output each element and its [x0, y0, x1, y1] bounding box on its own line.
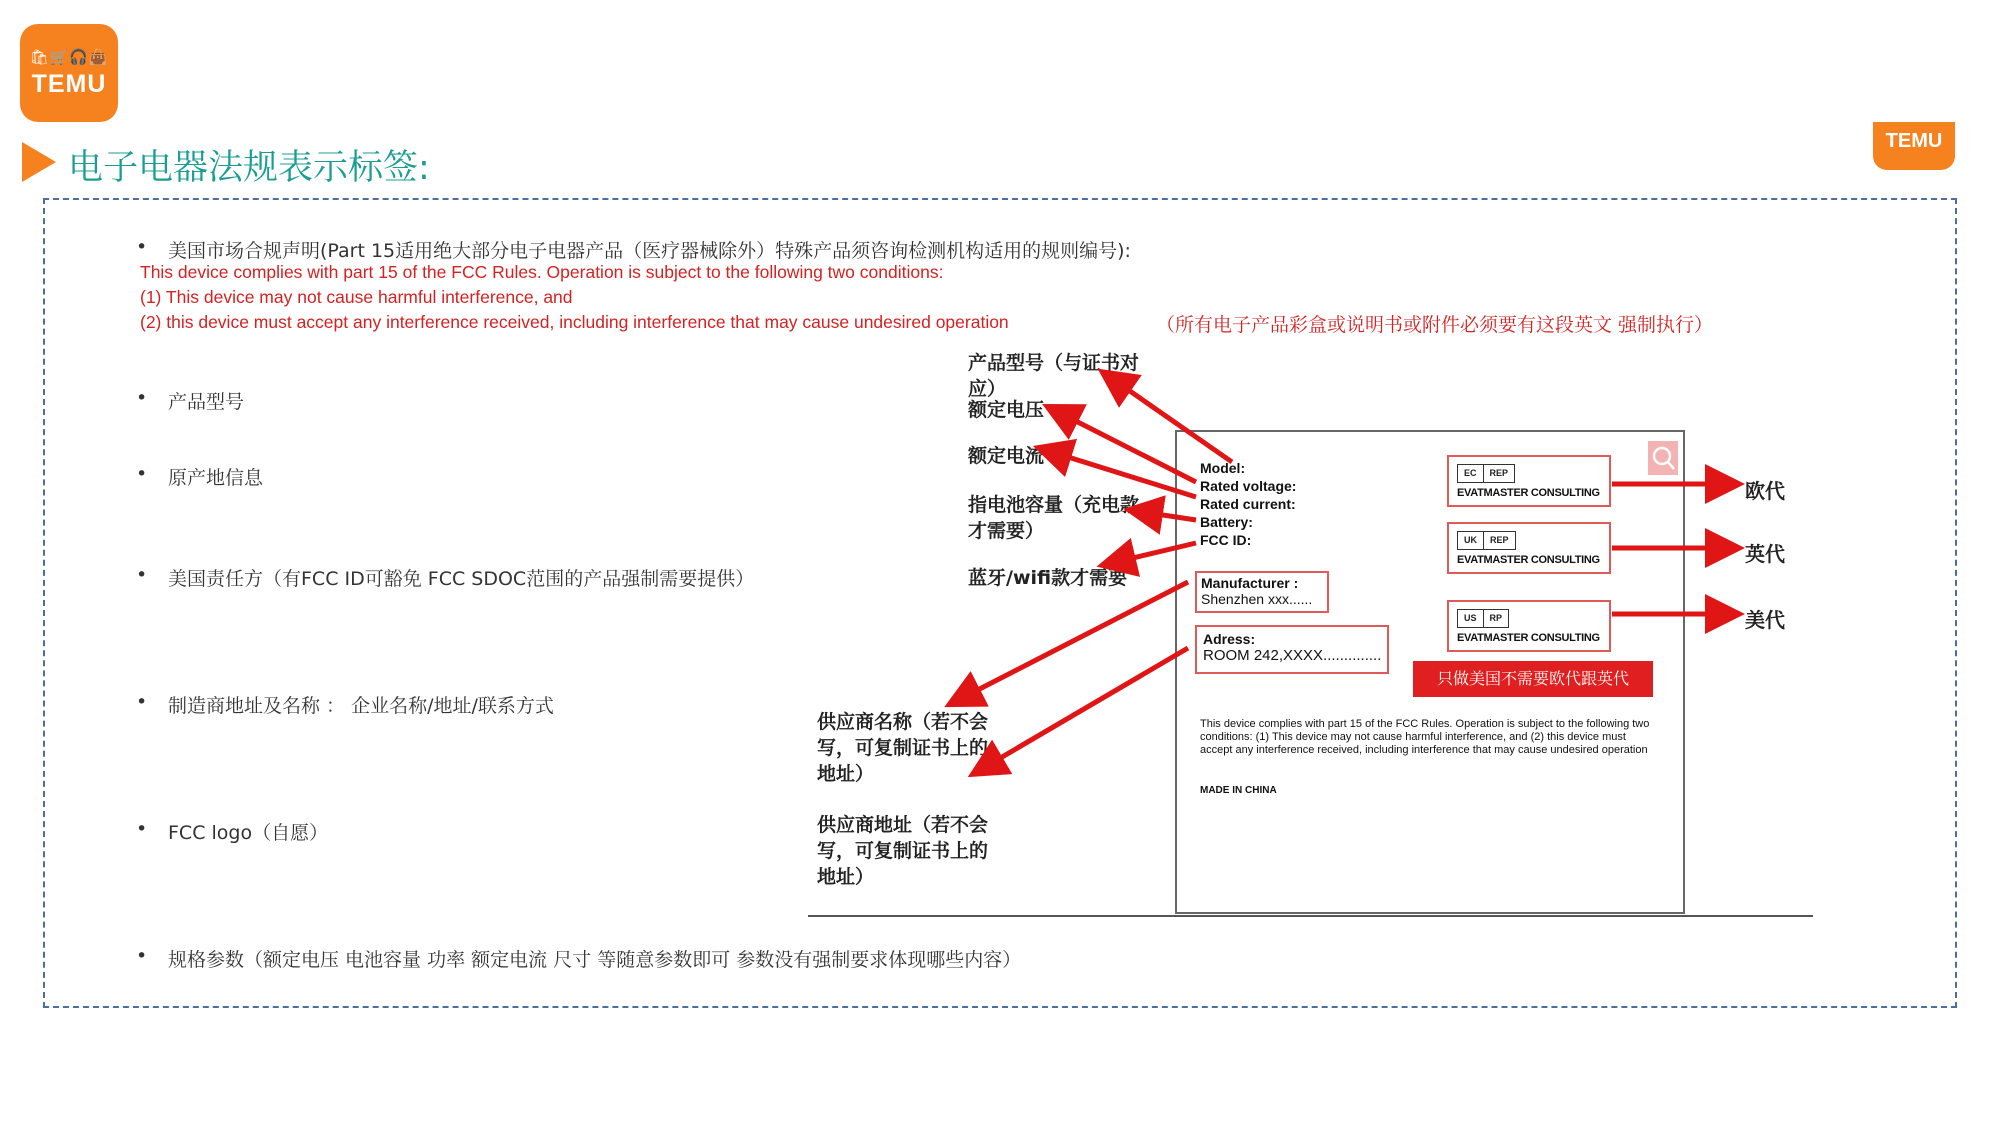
arrow-current — [1052, 452, 1196, 497]
uk-rep-box: UK REP EVATMASTER CONSULTING — [1447, 522, 1611, 574]
uk-rep-company: EVATMASTER CONSULTING — [1457, 554, 1600, 566]
label-field-battery: Battery: — [1200, 514, 1253, 530]
bullet-specs: • 规格参数（额定电压 电池容量 功率 额定电流 尺寸 等随意参数即可 参数没有强制要求体现哪些内容） — [138, 945, 1021, 972]
ec-rep-company: EVATMASTER CONSULTING — [1457, 487, 1600, 499]
bullet-model: • 产品型号 — [138, 387, 244, 414]
arrow-battery — [1143, 512, 1196, 520]
label-fcc-text: This device complies with part 15 of the FCC Rules. Operation is subject to the following two conditions: (1) This device may not cause harmful interference, and (2) this device must accept any interference received, including interference that may cause undesired operation — [1200, 718, 1650, 756]
callout-fcc-id: 蓝牙/wifi款才需要 — [968, 567, 1128, 589]
logo-glyphs: 🛍🛒🎧👜 — [29, 48, 109, 66]
label-field-voltage: Rated voltage: — [1200, 478, 1297, 494]
callout-battery: 指电池容量（充电款才需要） — [968, 494, 1140, 542]
address-value: ROOM 242,XXXX.............. — [1203, 647, 1382, 664]
us-rp-company: EVATMASTER CONSULTING — [1457, 632, 1600, 644]
bullet-us-responsible: • 美国责任方（有FCC ID可豁免 FCC SDOC范围的产品强制需要提供） — [138, 564, 754, 591]
callout-supplier-address: 供应商地址（若不会写，可复制证书上的地址） — [817, 814, 989, 888]
region-uk: 英代 — [1745, 542, 1785, 566]
bullet-origin: • 原产地信息 — [138, 463, 263, 490]
callout-current: 额定电流 — [968, 445, 1045, 467]
bullet-fcc-logo: • FCC logo（自愿） — [138, 818, 328, 845]
fcc-statement-line1: This device complies with part 15 of the FCC Rules. Operation is subject to the following two conditions: — [140, 262, 944, 282]
us-rp-box: US RP EVATMASTER CONSULTING — [1447, 600, 1611, 652]
page-title: 电子电器法规表示标签: — [68, 148, 430, 188]
arrow-fcc-id — [1116, 543, 1196, 562]
callout-model: 产品型号（与证书对应） — [968, 352, 1140, 400]
arrow-supplier-name — [962, 582, 1188, 698]
address-label: Adress: — [1203, 631, 1256, 647]
bullet-manufacturer: • 制造商地址及名称 ： 企业名称/地址/联系方式 — [138, 691, 554, 718]
fcc-statement-line2: (1) This device may not cause harmful interference, and — [140, 287, 573, 307]
label-field-fcc-id: FCC ID: — [1200, 532, 1252, 548]
label-field-current: Rated current: — [1200, 496, 1296, 512]
manufacturer-label: Manufacturer : — [1201, 575, 1299, 591]
label-field-model: Model: — [1200, 460, 1246, 476]
fcc-statement-line3: (2) this device must accept any interference received, including interference that may cause undesired operation — [140, 312, 1009, 332]
corner-temu-logo: TEMU — [1873, 122, 1955, 170]
logo-text: TEMU — [31, 70, 107, 98]
bullet-us-compliance: • 美国市场合规声明(Part 15适用绝大部分电子电器产品（医疗器械除外）特殊产品须咨询检测机构适用的规则编号): — [138, 236, 1131, 263]
us-only-banner: 只做美国不需要欧代跟英代 — [1413, 661, 1653, 697]
mandatory-note: （所有电子产品彩盒或说明书或附件必须要有这段英文 强制执行） — [1156, 314, 1714, 336]
manufacturer-value: Shenzhen xxx...... — [1201, 591, 1313, 607]
callout-supplier-name: 供应商名称（若不会写，可复制证书上的地址） — [817, 711, 989, 785]
ec-rep-box: EC REP EVATMASTER CONSULTING — [1447, 455, 1611, 507]
callout-voltage: 额定电压 — [968, 399, 1045, 421]
region-us: 美代 — [1745, 608, 1785, 632]
region-eu: 欧代 — [1745, 479, 1785, 503]
made-in-china: MADE IN CHINA — [1200, 785, 1277, 796]
arrow-supplier-address — [985, 648, 1188, 767]
